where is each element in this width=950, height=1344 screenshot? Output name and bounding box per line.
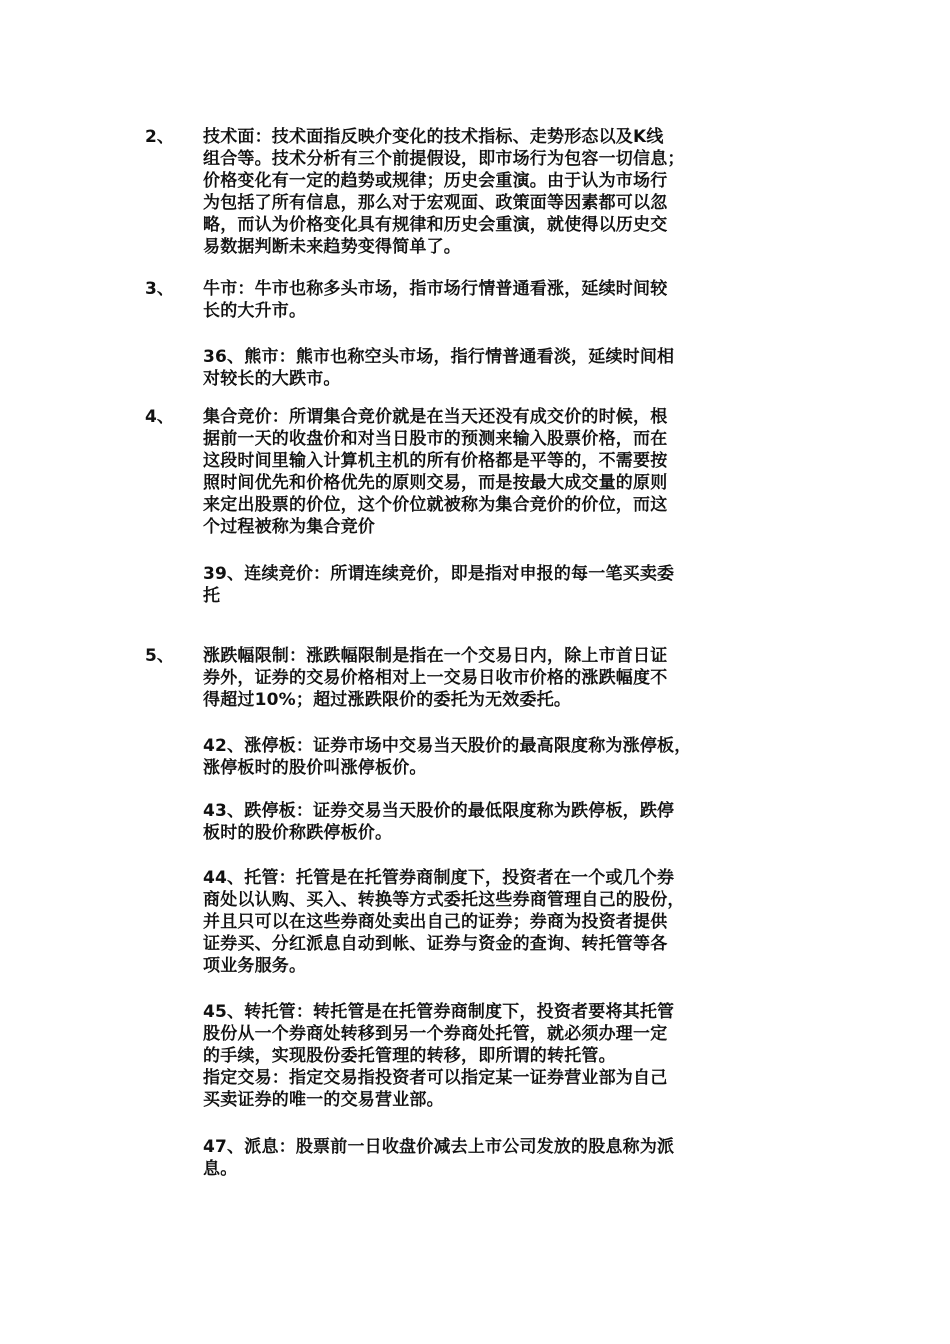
item-text: 44、托管：托管是在托管券商制度下，投资者在一个或几个券 商处以认购、买入、转换等方式委托这些券商管理自己的股份， 并且只可以在这些券商处卖出自己的证券；券商为投资者提供 证券买、分红派息自动到帐、证券与资金的查询、转托管等各 项业务服务。 — [203, 868, 685, 976]
item-text: 42、涨停板：证券市场中交易当天股价的最高限度称为涨停板， 涨停板时的股价叫涨停板价。 — [203, 736, 692, 778]
item-text: 牛市：牛市也称多头市场，指市场行情普通看涨，延续时间较 长的大升市。 — [203, 279, 668, 321]
item-number: 4、 — [145, 407, 174, 427]
item-text: 涨跌幅限制：涨跌幅限制是指在一个交易日内，除上市首日证 券外，证券的交易价格相对上一交易日收市价格的涨跌幅度不 得超过10%；超过涨跌限价的委托为无效委托。 — [203, 646, 668, 710]
item-text: 36、熊市：熊市也称空头市场，指行情普通看淡，延续时间相 对较长的大跌市。 — [203, 347, 675, 389]
item-text: 39、连续竞价：所谓连续竞价，即是指对申报的每一笔买卖委 托 — [203, 564, 675, 606]
item-text: 技术面：技术面指反映介变化的技术指标、走势形态以及K线 组合等。技术分析有三个前提假设，即市场行为包容一切信息； 价格变化有一定的趋势或规律；历史会重演。由于认为市场行 为包括了所有信息，那么对于宏观面、政策面等因素都可以忽 略，而认为价格变化具有规律和历史会重演，就使得以历史交 易数据判断未来趋势变得简单了。 — [203, 127, 685, 257]
item-text: 集合竞价：所谓集合竞价就是在当天还没有成交价的时候，根 据前一天的收盘价和对当日股市的预测来输入股票价格，而在 这段时间里输入计算机主机的所有价格都是平等的，不需要按 照时间优先和价格优先的原则交易，而是按最大成交量的原则 来定出股票的价位，这个价位就被称为集合竞价的价位，而这 个过程被称为集合竞价 — [203, 407, 668, 537]
item-text: 45、转托管：转托管是在托管券商制度下，投资者要将其托管 股份从一个券商处转移到另一个券商处托管，就必须办理一定 的手续，实现股份委托管理的转移，即所谓的转托管。 指定交易：指定交易指投资者可以指定某一证券营业部为自己 买卖证券的唯一的交易营业部。 — [203, 1002, 675, 1110]
item-number: 2、 — [145, 127, 174, 147]
item-number: 5、 — [145, 646, 174, 666]
item-text: 47、派息：股票前一日收盘价减去上市公司发放的股息称为派 息。 — [203, 1137, 675, 1179]
item-text: 43、跌停板：证券交易当天股价的最低限度称为跌停板，跌停 板时的股价称跌停板价。 — [203, 801, 675, 843]
item-number: 3、 — [145, 279, 174, 299]
